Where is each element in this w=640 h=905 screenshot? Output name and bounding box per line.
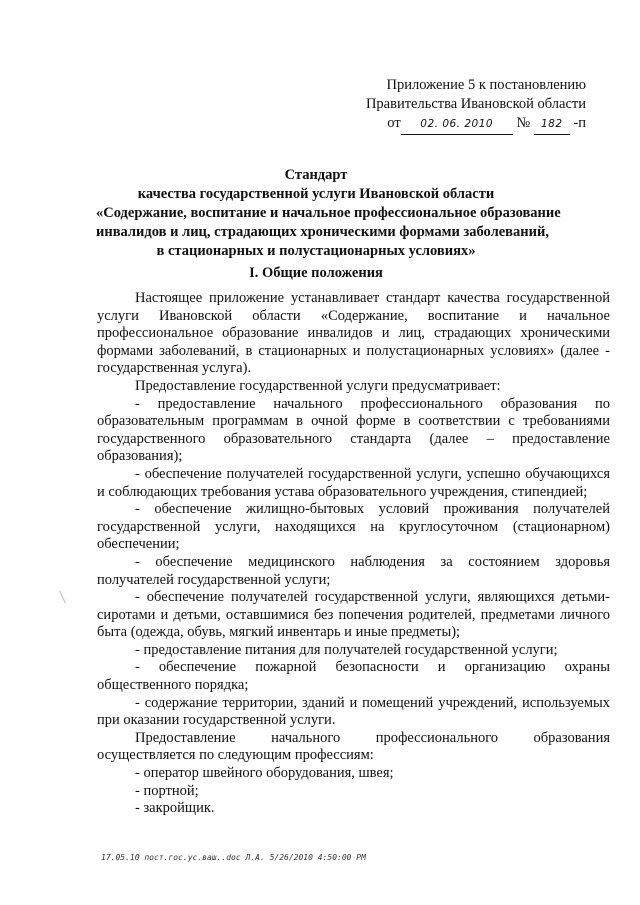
list-item: - обеспечение получателей государственной услуги, являющихся детьми-сиротами и детьми, оставшимися без попечения родителей, предметами личного быта (одежда, обувь, мягкий инвентарь и иные предметы); bbox=[97, 589, 610, 641]
list-item: - закройщик. bbox=[135, 800, 215, 817]
paragraph: Предоставление государственной услуги предусматривает: bbox=[135, 377, 501, 394]
title-line-3: «Содержание, воспитание и начальное профессиональное образование bbox=[96, 205, 561, 221]
list-item: - обеспечение пожарной безопасности и организацию охраны общественного порядка; bbox=[97, 659, 610, 694]
appendix-line-2: Правительства Ивановской области bbox=[365, 96, 586, 112]
list-item: - обеспечение медицинского наблюдения за состоянием здоровья получателей государственной услуги; bbox=[97, 553, 610, 588]
title-line-4: инвалидов и лиц, страдающих хроническими формами заболеваний, bbox=[96, 224, 549, 240]
list-item: - оператор швейного оборудования, швея; bbox=[135, 765, 394, 782]
list-item: - обеспечение получателей государственной услуги, успешно обучающихся и соблюдающих требования устава образовательного учреждения, стипендией; bbox=[97, 465, 610, 500]
from-label: от bbox=[387, 115, 401, 131]
file-footer: 17.05.10 пост.гос.ус.ваш..doc Л.А. 5/26/2010 4:50:00 PM bbox=[101, 853, 366, 862]
section-heading: I. Общие положения bbox=[249, 265, 383, 281]
handwritten-date: 02. 06. 2010 bbox=[401, 115, 513, 135]
list-item: - портной; bbox=[135, 782, 199, 799]
list-item: - обеспечение жилищно-бытовых условий проживания получателей государственной услуги, находящихся на круглосуточном (стационарном) обеспечении; bbox=[97, 501, 610, 553]
list-item: - предоставление питания для получателей государственной услуги; bbox=[135, 641, 558, 658]
list-item: - содержание территории, зданий и помещений учреждений, используемых при оказании государственной услуги. bbox=[97, 694, 610, 729]
handwritten-number: 182 bbox=[534, 115, 570, 135]
appendix-number-line bbox=[0, 114, 586, 135]
number-label: № bbox=[516, 115, 531, 131]
appendix-line-1: Приложение 5 к постановлению bbox=[386, 77, 586, 93]
title-line-2: качества государственной услуги Ивановской области bbox=[137, 186, 495, 202]
document-body bbox=[97, 290, 610, 818]
scan-mark bbox=[59, 590, 66, 603]
title-line-5: в стационарных и полустационарных условиях» bbox=[156, 243, 476, 259]
number-suffix: -п bbox=[573, 115, 586, 131]
document-title bbox=[96, 166, 561, 261]
list-item: - предоставление начального профессионального образования по образовательным программам в очной форме в соответствии с требованиями государственного образовательного стандарта (далее – предоставление образования); bbox=[97, 395, 610, 465]
appendix-header bbox=[0, 76, 586, 135]
paragraph: Настоящее приложение устанавливает стандарт качества государственной услуги Ивановской области «Содержание, воспитание и начальное профессиональное образование инвалидов и лиц, страдающих хроническими формами заболеваний, в стационарных и полустационарных условиях» (далее - государственная услуга). bbox=[97, 290, 610, 377]
paragraph: Предоставление начального профессионального образования осуществляется по следующим профессиям: bbox=[97, 729, 610, 764]
title-line-1: Стандарт bbox=[284, 167, 348, 183]
